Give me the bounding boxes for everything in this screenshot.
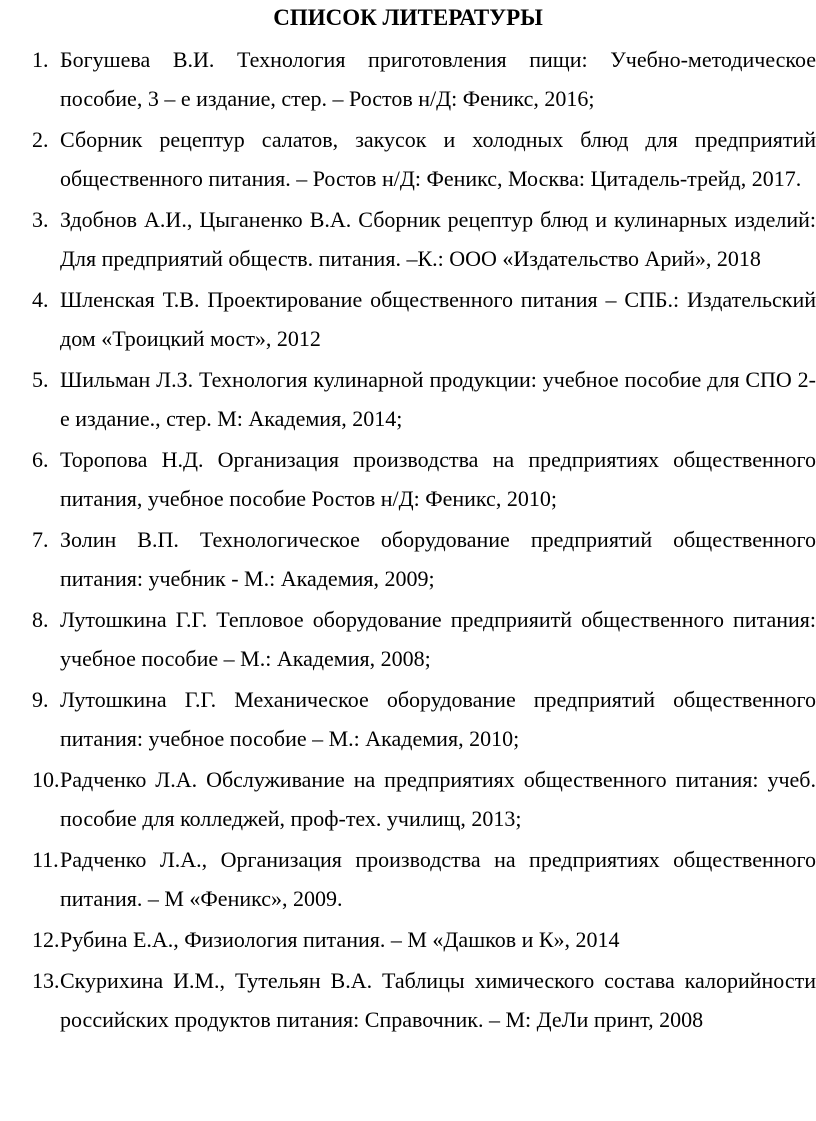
reference-item <box>32 760 816 838</box>
reference-text: Шленская Т.В. Проектирование общественного питания – СПБ.: Издательский дом «Троицкий мост», 2012 <box>60 287 816 351</box>
reference-item <box>32 920 816 959</box>
reference-number: 1. <box>32 47 49 72</box>
reference-text: Рубина Е.А., Физиология питания. – М «Дашков и К», 2014 <box>60 927 620 952</box>
reference-number: 7. <box>32 527 49 552</box>
reference-text: Шильман Л.З. Технология кулинарной продукции: учебное пособие для СПО 2-е издание., стер. М: Академия, 2014; <box>60 367 816 431</box>
reference-item <box>32 840 816 918</box>
reference-list <box>32 40 816 1041</box>
reference-text: Золин В.П. Технологическое оборудование предприятий общественного питания: учебник - М.: Академия, 2009; <box>60 527 816 591</box>
reference-item <box>32 440 816 518</box>
reference-number: 4. <box>32 287 49 312</box>
reference-number: 12. <box>32 927 60 952</box>
reference-number: 6. <box>32 447 49 472</box>
reference-text: Радченко Л.А., Организация производства на предприятиях общественного питания. – М «Феникс», 2009. <box>60 847 816 911</box>
reference-number: 13. <box>32 968 60 993</box>
reference-text: Сборник рецептур салатов, закусок и холодных блюд для предприятий общественного питания. – Ростов н/Д: Феникс, Москва: Цитадель-трейд, 2017. <box>60 127 816 191</box>
reference-number: 9. <box>32 687 49 712</box>
reference-text: Радченко Л.А. Обслуживание на предприятиях общественного питания: учеб. пособие для колледжей, проф-тех. училищ, 2013; <box>60 767 816 831</box>
reference-number: 8. <box>32 607 49 632</box>
reference-text: Богушева В.И. Технология приготовления пищи: Учебно-методическое пособие, 3 – е издание, стер. – Ростов н/Д: Феникс, 2016; <box>60 47 816 111</box>
reference-item <box>32 520 816 598</box>
reference-item <box>32 600 816 678</box>
reference-text: Лутошкина Г.Г. Механическое оборудование предприятий общественного питания: учебное пособие – М.: Академия, 2010; <box>60 687 816 751</box>
reference-item <box>32 120 816 198</box>
reference-text: Лутошкина Г.Г. Тепловое оборудование предприяитй общественного питания: учебное пособие – М.: Академия, 2008; <box>60 607 816 671</box>
reference-text: Скурихина И.М., Тутельян В.А. Таблицы химического состава калорийности российских продуктов питания: Справочник. – М: ДеЛи принт, 2008 <box>60 968 816 1032</box>
reference-item <box>32 961 816 1039</box>
reference-text: Торопова Н.Д. Организация производства на предприятиях общественного питания, учебное пособие Ростов н/Д: Феникс, 2010; <box>60 447 816 511</box>
reference-number: 10. <box>32 767 60 792</box>
reference-item <box>32 200 816 278</box>
reference-number: 3. <box>32 207 49 232</box>
reference-number: 11. <box>32 847 59 872</box>
reference-text: Здобнов А.И., Цыганенко В.А. Сборник рецептур блюд и кулинарных изделий: Для предприятий обществ. питания. –К.: ООО «Издательство Арий», 2018 <box>60 207 816 271</box>
reference-number: 2. <box>32 127 49 152</box>
reference-number: 5. <box>32 367 49 392</box>
page-title: СПИСОК ЛИТЕРАТУРЫ <box>273 5 543 30</box>
reference-item <box>32 680 816 758</box>
reference-item <box>32 360 816 438</box>
reference-item <box>32 280 816 358</box>
reference-item <box>32 40 816 118</box>
